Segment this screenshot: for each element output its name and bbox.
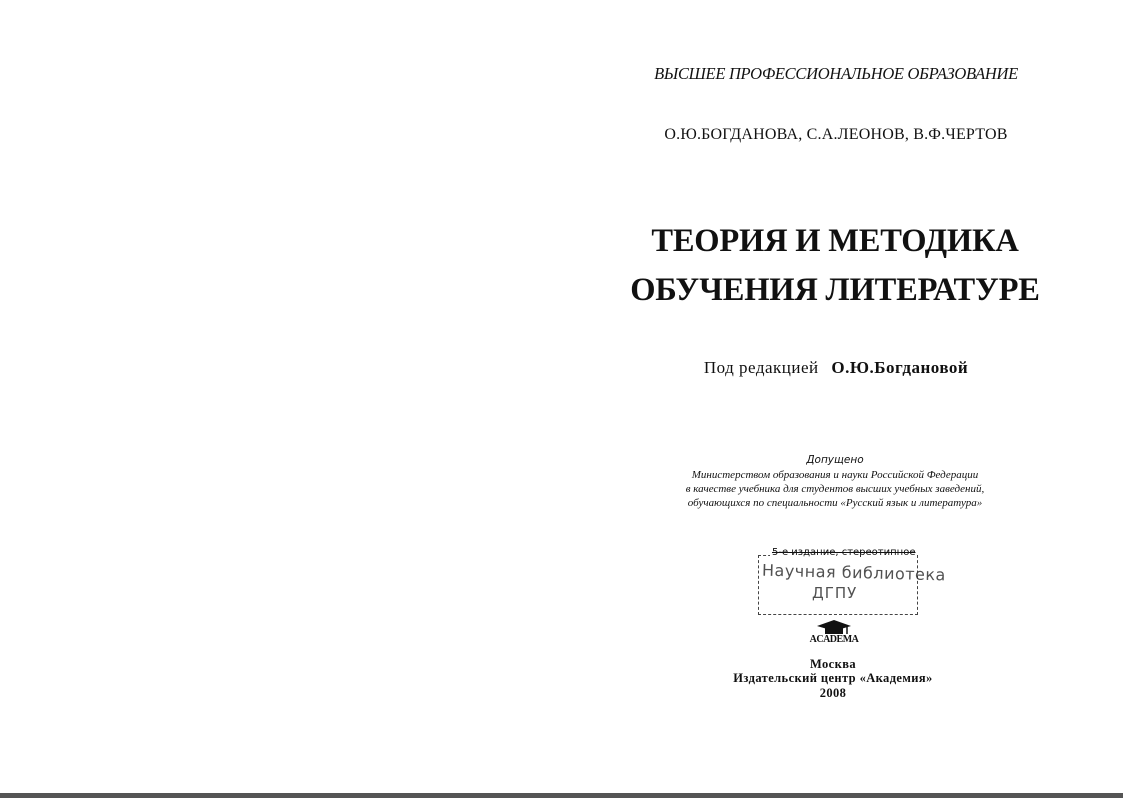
page-bottom-edge (0, 793, 1123, 798)
book-title-line-1: ТЕОРИЯ И МЕТОДИКА (651, 223, 1019, 259)
approval-line-1: Министерством образования и науки Российской Федерации (691, 469, 979, 481)
imprint-publisher: Издательский центр «Академия» (733, 671, 933, 685)
publisher-logo-text: ACADEMA (809, 634, 859, 645)
editor-prefix: Под редакцией (703, 358, 819, 377)
authors: О.Ю.БОГДАНОВА, С.А.ЛЕОНОВ, В.Ф.ЧЕРТОВ (664, 126, 1008, 143)
imprint-city: Москва (809, 657, 857, 671)
editor-name: О.Ю.Богдановой (831, 358, 969, 377)
stamp-text-line-2: ДГПУ (812, 584, 858, 602)
edition-note: 5-е издание, стереотипное (772, 547, 916, 558)
approval-line-3: обучающихся по специальности «Русский язык и литература» (687, 497, 983, 509)
series-title: ВЫСШЕЕ ПРОФЕССИОНАЛЬНОЕ ОБРАЗОВАНИЕ (654, 64, 1018, 83)
imprint-year: 2008 (819, 686, 847, 700)
approval-heading: Допущено (806, 454, 864, 466)
book-title-line-2: ОБУЧЕНИЯ ЛИТЕРАТУРЕ (630, 272, 1040, 308)
editor-line (622, 358, 1050, 378)
stamp-text-line-1: Научная библиотека (761, 560, 947, 585)
approval-line-2: в качестве учебника для студентов высших учебных заведений, (685, 483, 985, 495)
